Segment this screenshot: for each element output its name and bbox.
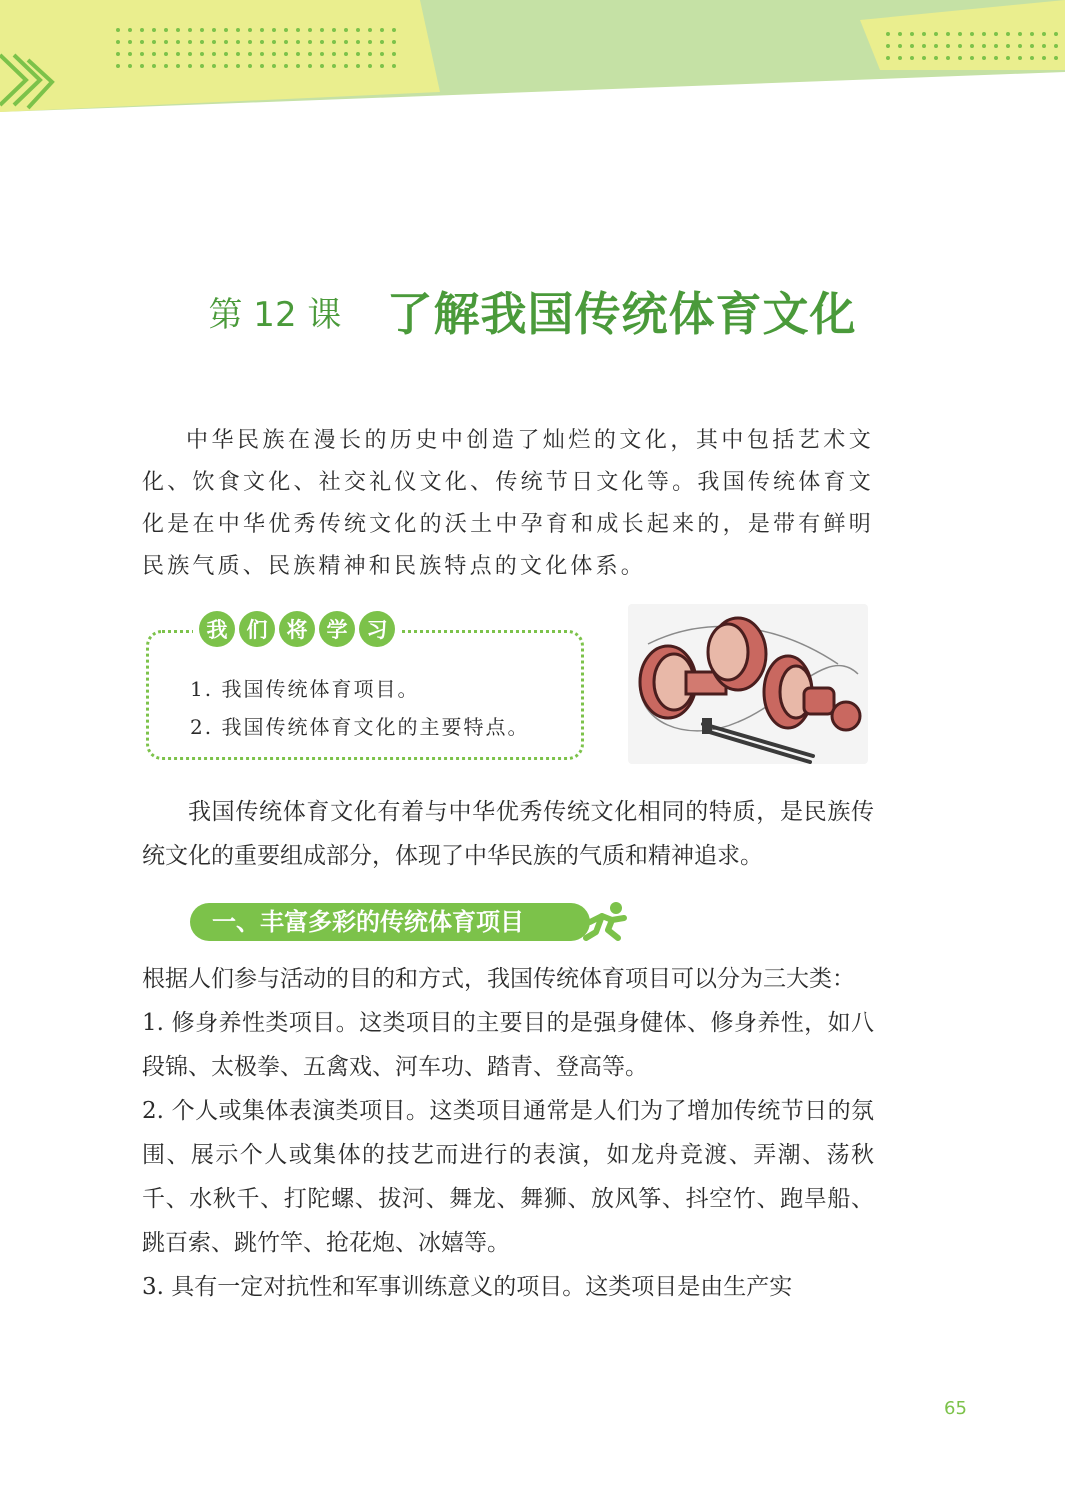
learn-tag: 将 [279, 611, 315, 647]
page-number: 65 [944, 1398, 967, 1419]
intro-paragraph: 中华民族在漫长的历史中创造了灿烂的文化，其中包括艺术文化、饮食文化、社交礼仪文化、传统节日文化等。我国传统体育文化是在中华优秀传统文化的沃土中孕育和成长起来的，是带有鲜明民族气质、民族精神和民族特点的文化体系。 [142, 428, 874, 579]
learn-tag: 习 [359, 611, 395, 647]
learn-tag: 我 [199, 611, 235, 647]
learn-tag: 学 [319, 611, 355, 647]
section-paragraph: 2. 个人或集体表演类项目。这类项目通常是人们为了增加传统节日的氛围、展示个人或集体的技艺而进行的表演，如龙舟竞渡、弄潮、荡秋千、水秋千、打陀螺、拔河、舞龙、舞狮、放风筝、抖空竹、跑旱船、跳百索、跳竹竿、抢花炮、冰嬉等。 [142, 1098, 874, 1256]
section-paragraph: 1. 修身养性类项目。这类项目的主要目的是强身健体、修身养性，如八段锦、太极拳、五禽戏、河车功、踏青、登高等。 [142, 1010, 874, 1080]
runner-icon [582, 898, 630, 946]
lesson-number: 第 12 课 [208, 294, 342, 335]
learn-tags [193, 611, 401, 647]
learn-item: 1. 我国传统体育项目。 [190, 677, 420, 701]
section-paragraph: 根据人们参与活动的目的和方式，我国传统体育项目可以分为三大类： [142, 966, 855, 992]
header-banner [0, 0, 1065, 120]
learn-tag: 们 [239, 611, 275, 647]
lesson-title [0, 278, 1065, 344]
section-heading: 一、丰富多彩的传统体育项目 [190, 903, 590, 941]
paragraph-2: 我国传统体育文化有着与中华优秀传统文化相同的特质，是民族传统文化的重要组成部分，体现了中华民族的气质和精神追求。 [142, 799, 874, 869]
section-1-body [142, 957, 874, 1309]
diabolo-illustration [628, 604, 868, 764]
learn-item: 2. 我国传统体育文化的主要特点。 [190, 715, 530, 739]
section-paragraph: 3. 具有一定对抗性和军事训练意义的项目。这类项目是由生产实 [142, 1274, 793, 1300]
lesson-main-title: 了解我国传统体育文化 [386, 287, 857, 341]
